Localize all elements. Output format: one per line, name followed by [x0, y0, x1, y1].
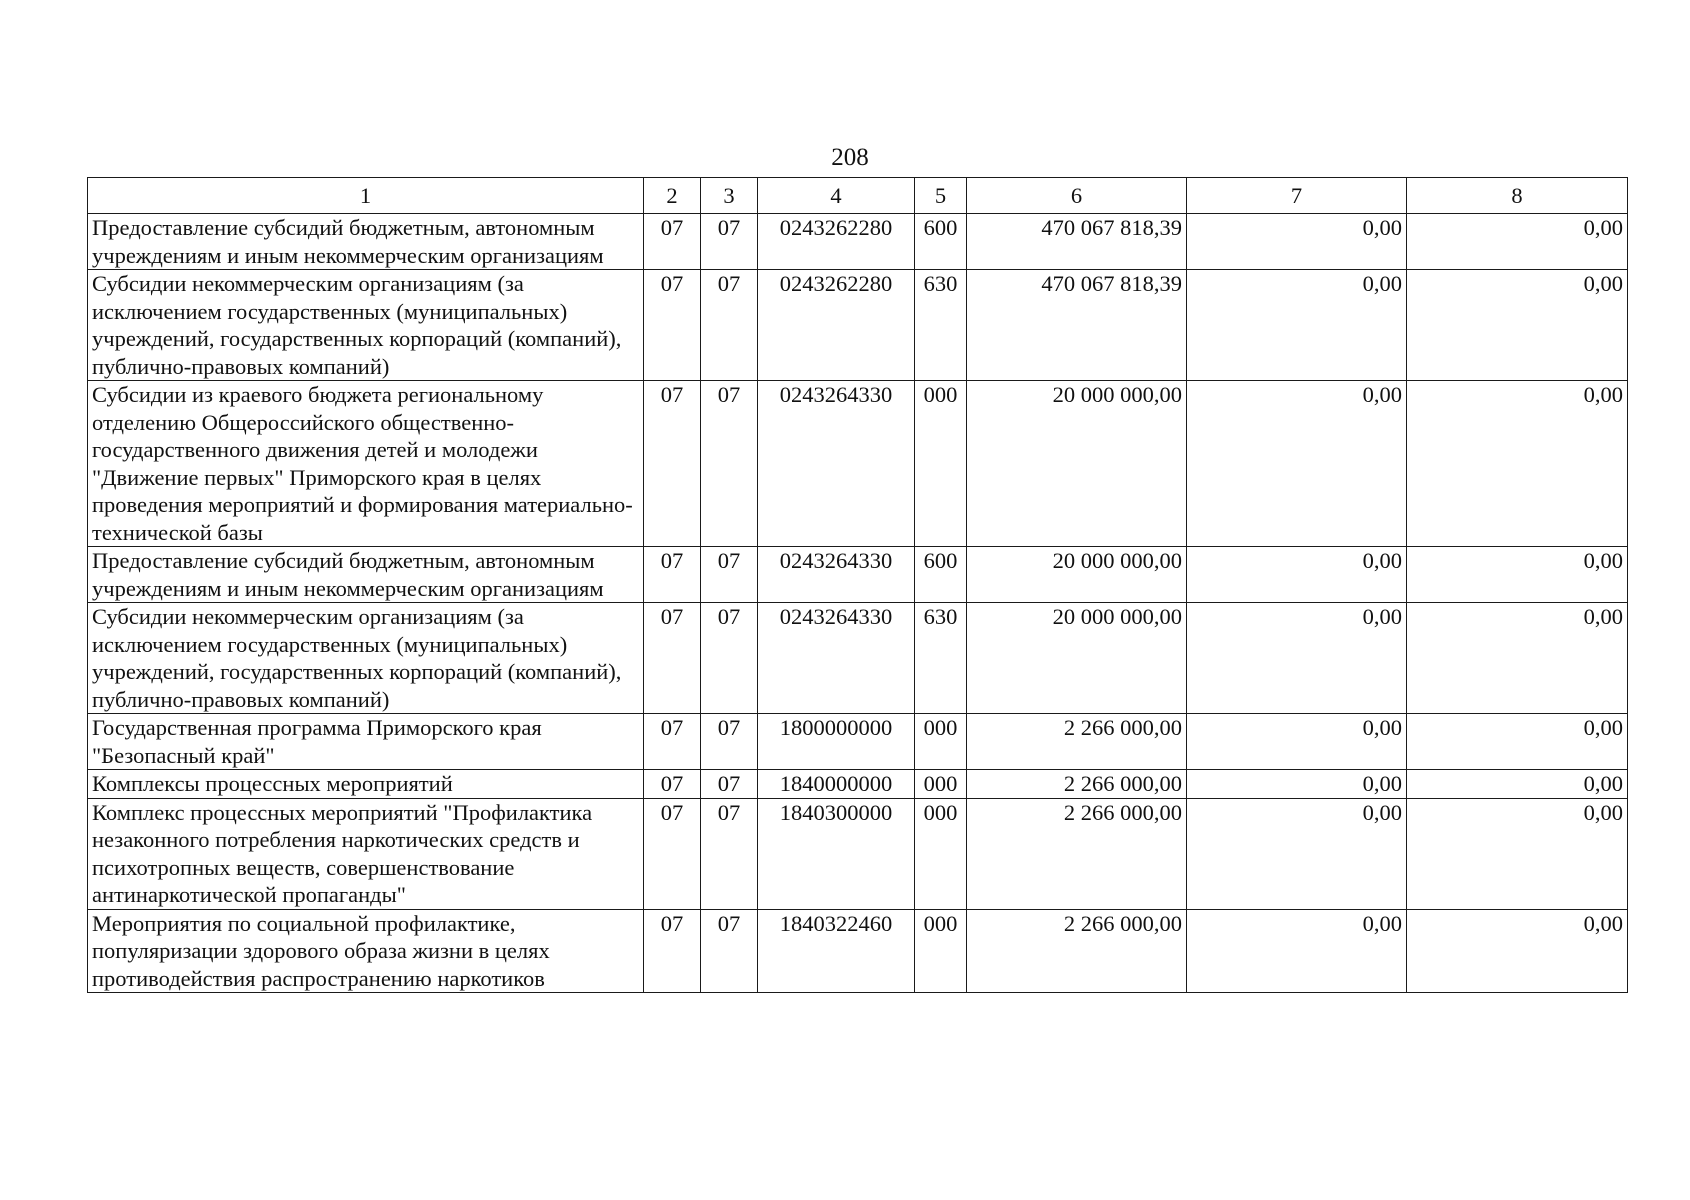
header-col-8: 8 — [1407, 178, 1628, 214]
row-amount-6: 470 067 818,39 — [967, 270, 1187, 381]
row-amount-7: 0,00 — [1187, 214, 1407, 270]
row-section: 07 — [644, 547, 701, 603]
row-subsection: 07 — [701, 603, 758, 714]
row-subsection: 07 — [701, 381, 758, 547]
header-col-6: 6 — [967, 178, 1187, 214]
row-expense-type: 630 — [915, 603, 967, 714]
page-number: 208 — [831, 144, 869, 171]
row-amount-6: 20 000 000,00 — [967, 603, 1187, 714]
row-amount-7: 0,00 — [1187, 603, 1407, 714]
row-amount-7: 0,00 — [1187, 909, 1407, 993]
row-target-code: 0243262280 — [758, 270, 915, 381]
table-header-row — [88, 178, 1628, 214]
row-section: 07 — [644, 214, 701, 270]
row-amount-6: 2 266 000,00 — [967, 798, 1187, 909]
row-name: Субсидии некоммерческим организациям (за исключением государственных (муниципальных) учреждений, государственных корпораций (компаний), публично-правовых компаний) — [88, 603, 644, 714]
row-section: 07 — [644, 770, 701, 799]
row-amount-6: 470 067 818,39 — [967, 214, 1187, 270]
table-row — [88, 547, 1628, 603]
table-row — [88, 798, 1628, 909]
row-amount-7: 0,00 — [1187, 381, 1407, 547]
row-amount-6: 2 266 000,00 — [967, 770, 1187, 799]
row-expense-type: 630 — [915, 270, 967, 381]
row-subsection: 07 — [701, 770, 758, 799]
row-amount-8: 0,00 — [1407, 603, 1628, 714]
row-expense-type: 600 — [915, 547, 967, 603]
budget-table — [87, 177, 1628, 993]
row-subsection: 07 — [701, 714, 758, 770]
row-amount-8: 0,00 — [1407, 770, 1628, 799]
table-row — [88, 214, 1628, 270]
row-target-code: 0243264330 — [758, 547, 915, 603]
table-row — [88, 381, 1628, 547]
header-col-2: 2 — [644, 178, 701, 214]
row-amount-6: 20 000 000,00 — [967, 547, 1187, 603]
table-row — [88, 270, 1628, 381]
row-expense-type: 000 — [915, 381, 967, 547]
row-subsection: 07 — [701, 214, 758, 270]
row-amount-8: 0,00 — [1407, 214, 1628, 270]
row-target-code: 1840322460 — [758, 909, 915, 993]
row-amount-8: 0,00 — [1407, 909, 1628, 993]
row-expense-type: 000 — [915, 770, 967, 799]
row-name: Предоставление субсидий бюджетным, автономным учреждениям и иным некоммерческим организациям — [88, 214, 644, 270]
row-name: Субсидии некоммерческим организациям (за исключением государственных (муниципальных) учреждений, государственных корпораций (компаний), публично-правовых компаний) — [88, 270, 644, 381]
header-col-5: 5 — [915, 178, 967, 214]
row-amount-7: 0,00 — [1187, 714, 1407, 770]
row-expense-type: 000 — [915, 798, 967, 909]
row-target-code: 1800000000 — [758, 714, 915, 770]
row-target-code: 0243264330 — [758, 381, 915, 547]
row-subsection: 07 — [701, 270, 758, 381]
row-name: Предоставление субсидий бюджетным, автономным учреждениям и иным некоммерческим организациям — [88, 547, 644, 603]
row-amount-8: 0,00 — [1407, 270, 1628, 381]
row-subsection: 07 — [701, 798, 758, 909]
row-amount-7: 0,00 — [1187, 270, 1407, 381]
row-target-code: 0243264330 — [758, 603, 915, 714]
row-amount-6: 2 266 000,00 — [967, 909, 1187, 993]
row-name: Мероприятия по социальной профилактике, популяризации здорового образа жизни в целях противодействия распространению наркотиков — [88, 909, 644, 993]
row-name: Комплексы процессных мероприятий — [88, 770, 644, 799]
row-section: 07 — [644, 270, 701, 381]
table-row — [88, 909, 1628, 993]
row-section: 07 — [644, 798, 701, 909]
row-amount-7: 0,00 — [1187, 770, 1407, 799]
row-subsection: 07 — [701, 547, 758, 603]
row-subsection: 07 — [701, 909, 758, 993]
header-col-7: 7 — [1187, 178, 1407, 214]
header-col-4: 4 — [758, 178, 915, 214]
row-amount-7: 0,00 — [1187, 547, 1407, 603]
header-col-1: 1 — [88, 178, 644, 214]
row-expense-type: 000 — [915, 714, 967, 770]
row-target-code: 0243262280 — [758, 214, 915, 270]
row-expense-type: 600 — [915, 214, 967, 270]
row-target-code: 1840000000 — [758, 770, 915, 799]
header-col-3: 3 — [701, 178, 758, 214]
table-row — [88, 714, 1628, 770]
row-name: Субсидии из краевого бюджета региональному отделению Общероссийского общественно-государственного движения детей и молодежи "Движение первых" Приморского края в целях проведения мероприятий и формирования материально-технической базы — [88, 381, 644, 547]
row-expense-type: 000 — [915, 909, 967, 993]
row-amount-8: 0,00 — [1407, 381, 1628, 547]
row-amount-8: 0,00 — [1407, 798, 1628, 909]
row-section: 07 — [644, 381, 701, 547]
row-amount-6: 20 000 000,00 — [967, 381, 1187, 547]
row-target-code: 1840300000 — [758, 798, 915, 909]
row-name: Государственная программа Приморского края "Безопасный край" — [88, 714, 644, 770]
row-amount-7: 0,00 — [1187, 798, 1407, 909]
row-section: 07 — [644, 909, 701, 993]
table-row — [88, 770, 1628, 799]
row-section: 07 — [644, 603, 701, 714]
table-row — [88, 603, 1628, 714]
row-amount-6: 2 266 000,00 — [967, 714, 1187, 770]
row-amount-8: 0,00 — [1407, 547, 1628, 603]
row-amount-8: 0,00 — [1407, 714, 1628, 770]
row-name: Комплекс процессных мероприятий "Профилактика незаконного потребления наркотических средств и психотропных веществ, совершенствование антинаркотической пропаганды" — [88, 798, 644, 909]
row-section: 07 — [644, 714, 701, 770]
